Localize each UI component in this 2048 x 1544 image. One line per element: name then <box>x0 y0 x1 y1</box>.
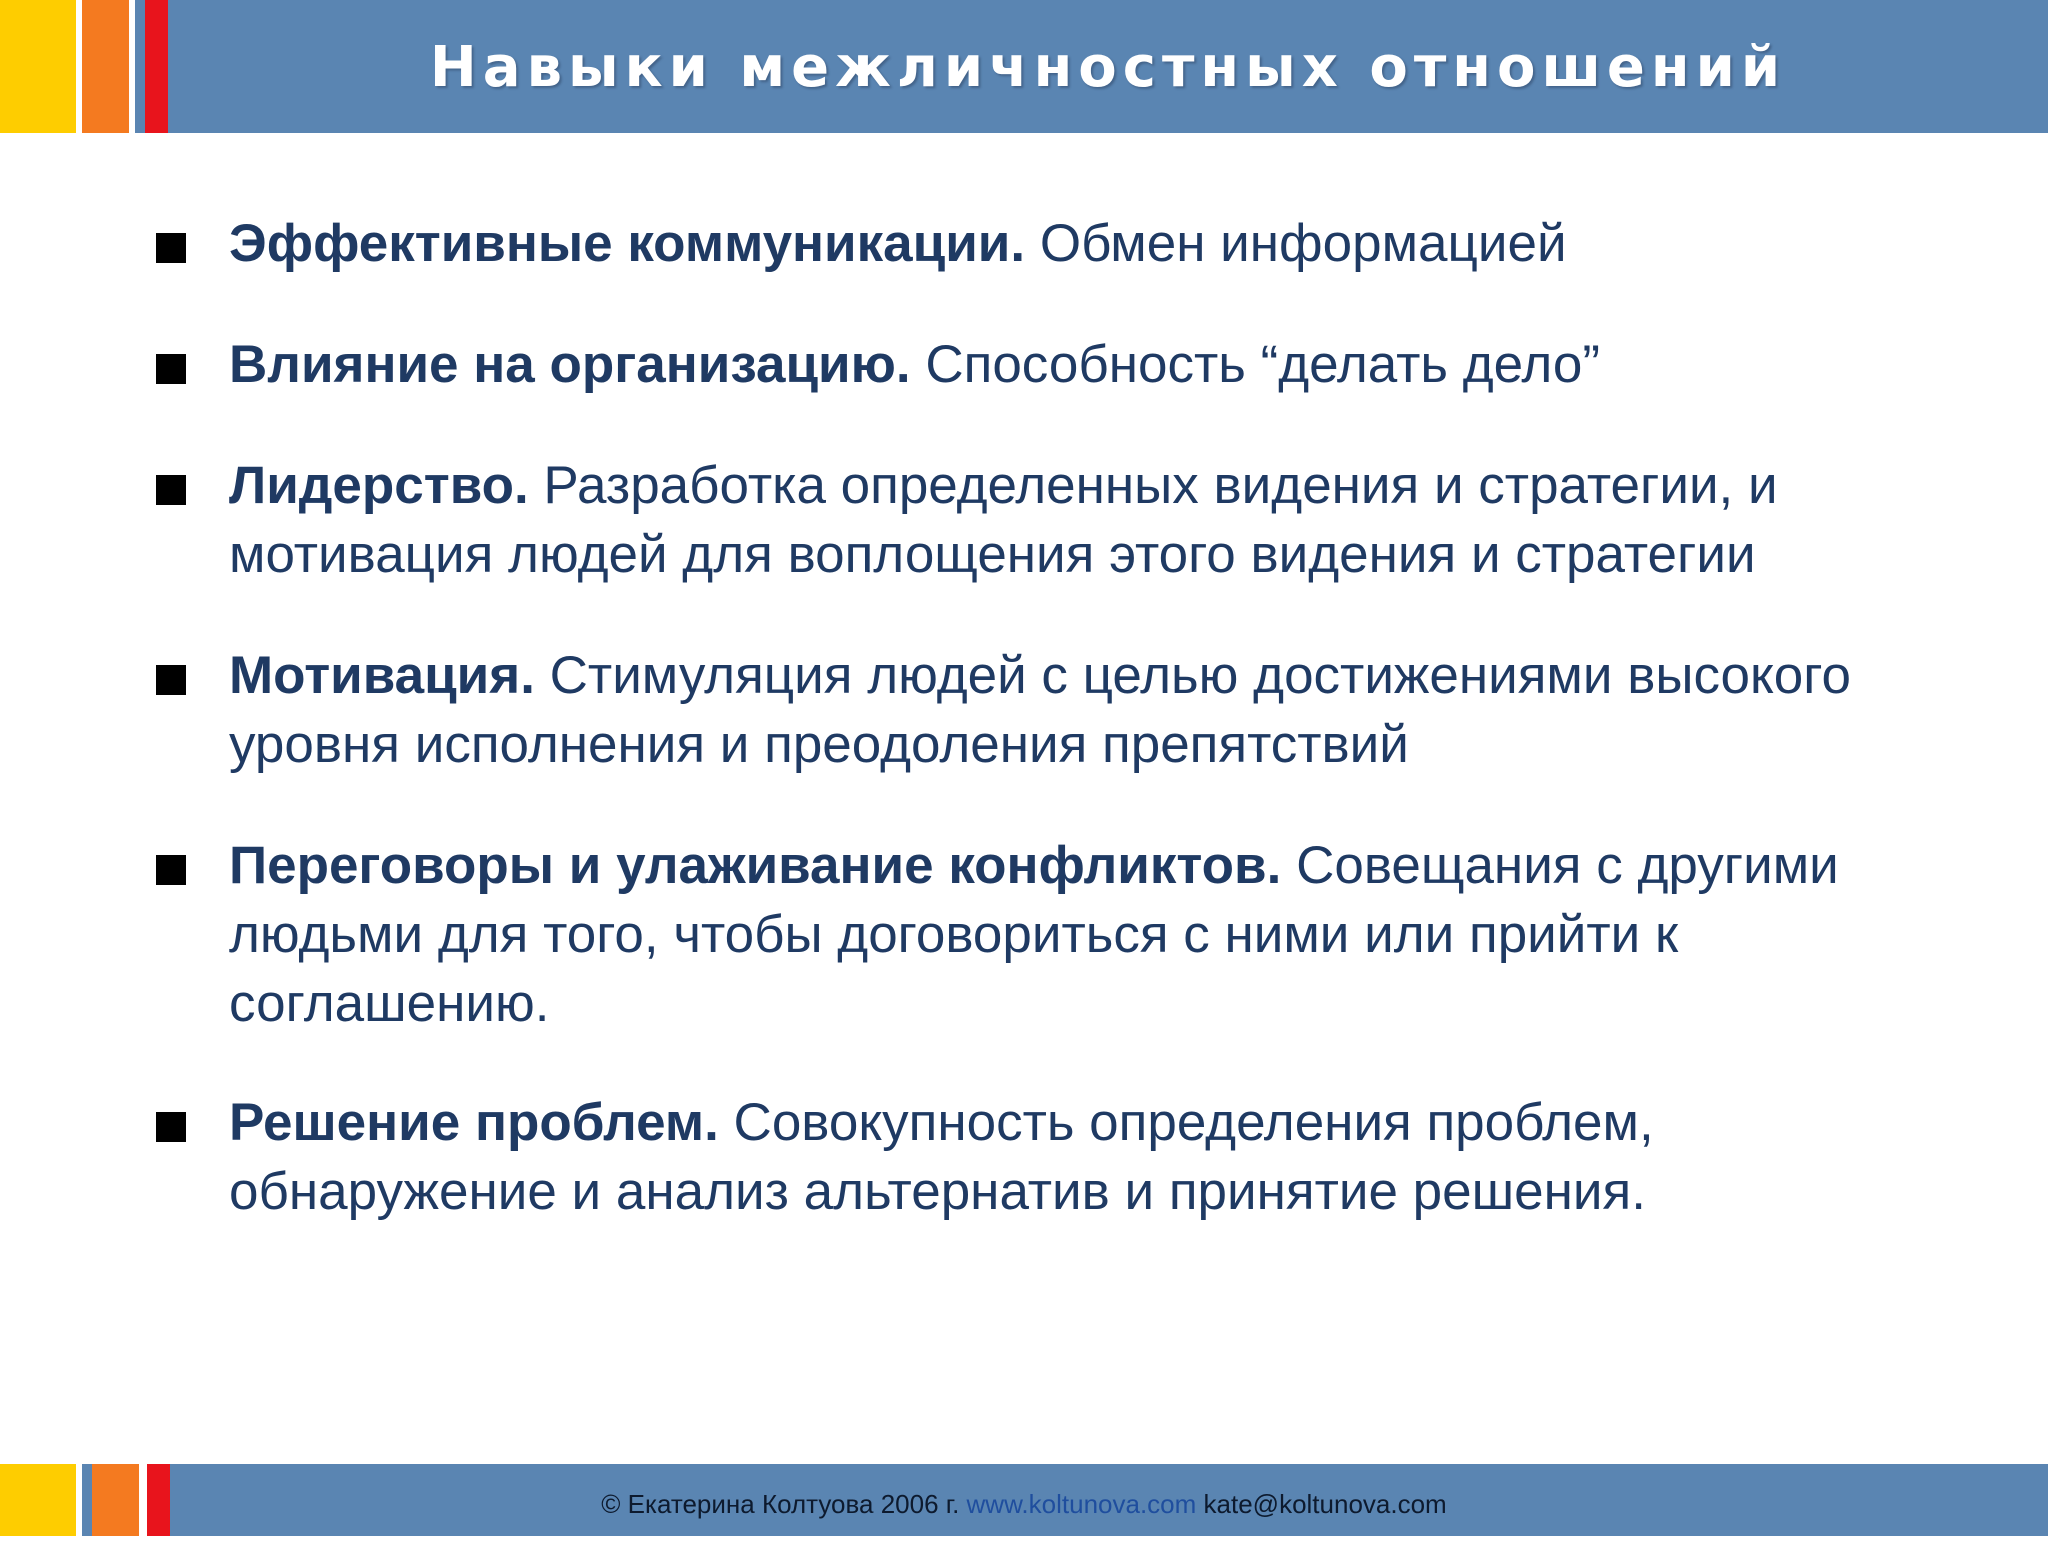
square-bullet-icon <box>156 855 186 885</box>
footer-copyright: © Екатерина Колтуова 2006 г. <box>601 1489 960 1519</box>
list-item-line: мотивация людей для воплощения этого видения и стратегии <box>229 525 1756 584</box>
list-item-body: Совещания с другими <box>1296 836 1839 895</box>
list-item-body: Способность “делать дело” <box>925 335 1601 394</box>
list-item-line <box>229 1088 2019 1157</box>
list-item-text <box>229 209 2019 278</box>
list-item-lead: Мотивация. <box>229 646 535 705</box>
footer-website-link[interactable]: www.koltunova.com <box>966 1489 1197 1519</box>
blue-stripe <box>135 0 145 133</box>
footer-band <box>0 1464 2048 1536</box>
list-item-body: Стимуляция людей с целью достижениями высокого <box>549 646 1851 705</box>
list-item-line <box>229 831 2019 900</box>
footer-email-link[interactable]: kate@koltunova.com <box>1203 1489 1447 1519</box>
list-item-text <box>229 330 2019 399</box>
list-item-line: уровня исполнения и преодоления препятствий <box>229 715 1409 774</box>
footer-text <box>0 1464 2048 1536</box>
list-item-lead: Лидерство. <box>229 456 529 515</box>
red-stripe <box>145 0 168 133</box>
list-item-lead: Эффективные коммуникации. <box>229 214 1026 273</box>
square-bullet-icon <box>156 233 186 263</box>
list-item-lead: Влияние на организацию. <box>229 335 911 394</box>
yellow-stripe <box>0 0 76 133</box>
list-item-body: Совокупность определения проблем, <box>733 1093 1654 1152</box>
square-bullet-icon <box>156 665 186 695</box>
list-item-line <box>229 330 2019 399</box>
list-item-text <box>229 831 2019 1038</box>
list-item-body: Обмен информацией <box>1039 214 1567 273</box>
list-item-line <box>229 641 2019 710</box>
list-item-line <box>229 451 2019 520</box>
list-item-text <box>229 641 2019 779</box>
list-item-line <box>229 209 2019 278</box>
list-item-line: соглашению. <box>229 974 550 1033</box>
square-bullet-icon <box>156 475 186 505</box>
list-item-body: Разработка определенных видения и стратегии, и <box>543 456 1778 515</box>
list-item-line: людьми для того, чтобы договориться с ними или прийти к <box>229 905 1679 964</box>
square-bullet-icon <box>156 354 186 384</box>
orange-stripe <box>82 0 129 133</box>
list-item-text <box>229 451 2019 589</box>
square-bullet-icon <box>156 1112 186 1142</box>
list-item-lead: Решение проблем. <box>229 1093 719 1152</box>
list-item-lead: Переговоры и улаживание конфликтов. <box>229 836 1282 895</box>
slide-title: Навыки межличностных отношений <box>429 35 1787 100</box>
list-item-line: обнаружение и анализ альтернатив и принятие решения. <box>229 1162 1646 1221</box>
header-band <box>0 0 2048 133</box>
list-item-text <box>229 1088 2019 1226</box>
